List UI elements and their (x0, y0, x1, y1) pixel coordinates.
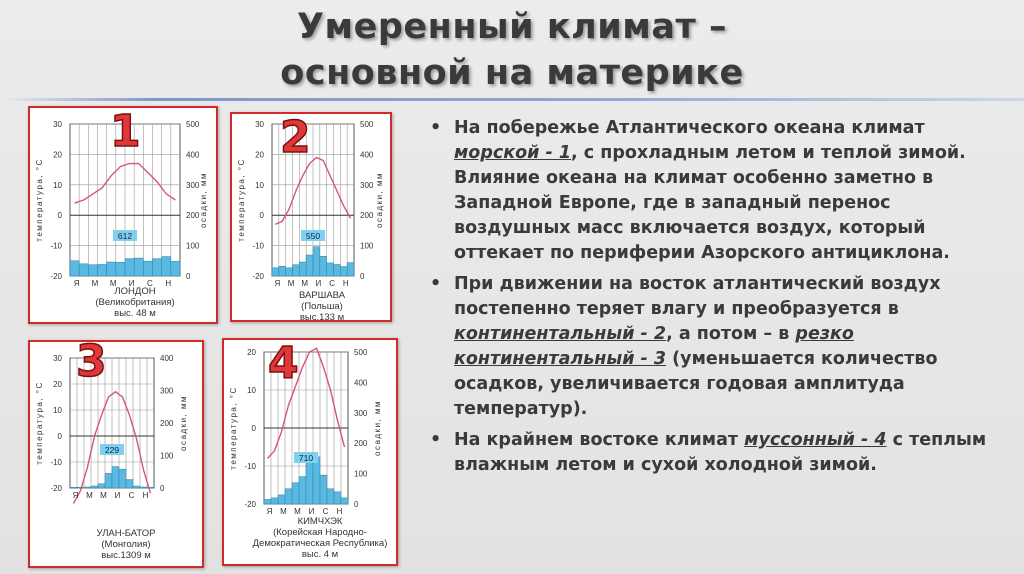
precip-tick-label: 300 (354, 408, 368, 418)
precip-tick-label: 300 (186, 180, 200, 190)
climatogram-4 (224, 340, 396, 518)
precip-bar (134, 258, 143, 276)
climate-chart-panel-1 (28, 106, 218, 324)
precip-tick-label: 300 (360, 180, 374, 190)
altitude: выс.1309 м (101, 550, 151, 561)
precip-bar (91, 486, 98, 488)
precip-tick-label: 200 (186, 211, 200, 221)
precip-bar (88, 265, 97, 276)
bullet-dot: • (430, 274, 442, 294)
bullet-1 (424, 116, 1004, 266)
precip-bar (84, 487, 91, 488)
month-tick-label: М (100, 491, 107, 500)
chart-number-3: 3 (76, 336, 107, 387)
precip-tick-label: 100 (360, 241, 374, 251)
precip-bar (98, 264, 107, 276)
temp-tick-label: -20 (244, 500, 256, 509)
precip-bar (140, 487, 147, 488)
precip-tick-label: 0 (354, 500, 359, 509)
temperature-axis-label: температура, °С (237, 158, 246, 242)
temp-tick-label: -10 (252, 241, 264, 251)
precipitation-axis-label: осадки, мм (179, 395, 188, 451)
precip-bar (107, 262, 116, 276)
temp-tick-label: 10 (255, 180, 264, 190)
precip-bar (327, 263, 334, 276)
precip-tick-label: 0 (186, 272, 191, 281)
precip-total-label: 612 (117, 231, 133, 241)
precip-bar (278, 495, 285, 504)
description-text (424, 116, 1004, 484)
temp-tick-label: 20 (247, 348, 256, 357)
precip-bar (341, 498, 348, 504)
precip-tick-label: 0 (360, 272, 365, 281)
month-tick-label: Н (336, 507, 343, 516)
bullet-2-text: При движении на восток атлантический воздух постепенно теряет влагу и преобразуется в (454, 274, 941, 319)
temp-tick-label: -20 (50, 484, 62, 493)
chart-caption-3 (66, 528, 186, 561)
precip-bar (162, 257, 171, 276)
month-tick-label: М (287, 279, 295, 288)
month-tick-label: М (86, 491, 93, 500)
precip-bar (272, 268, 279, 276)
bullet-3-text: На крайнем востоке климат (454, 430, 745, 450)
precip-bar (153, 259, 162, 276)
bullet-2-text-3: (уменьшается количество осадков, увеличивается годовая амплитуда температур). (454, 349, 938, 419)
precip-tick-label: 500 (360, 120, 374, 129)
title-underline (0, 98, 1024, 101)
precip-tick-label: 500 (354, 348, 368, 357)
precip-bar (320, 475, 327, 504)
month-tick-label: М (301, 279, 309, 288)
temp-tick-label: 0 (57, 211, 62, 221)
country-name-2: Демократическая Республика) (252, 538, 388, 549)
temp-tick-label: -20 (50, 272, 62, 281)
month-tick-label: С (147, 279, 153, 288)
altitude: выс. 4 м (301, 549, 339, 560)
bullet-1-text: На побережье Атлантического океана климат (454, 118, 925, 138)
climate-chart-panel-2 (230, 112, 392, 322)
precip-tick-label: 100 (160, 451, 174, 461)
city-name: ВАРШАВА (298, 290, 346, 301)
altitude: выс. 48 м (114, 308, 156, 319)
city-name: ЛОНДОН (114, 286, 156, 297)
precip-total-label: 229 (104, 445, 120, 455)
climatogram-2 (232, 114, 390, 290)
temp-tick-label: -10 (50, 241, 62, 251)
precip-bar (116, 262, 125, 276)
temp-tick-label: 10 (53, 406, 62, 415)
temp-tick-label: 30 (255, 120, 264, 129)
precip-bar (105, 473, 112, 488)
slide-title (0, 4, 1024, 96)
temp-tick-label: 30 (53, 120, 62, 129)
precip-bar (70, 487, 77, 488)
temperature-axis-label: температура, °С (229, 386, 238, 470)
bullet-2-text-2: , а потом – в (666, 324, 796, 344)
temp-tick-label: 0 (251, 424, 256, 433)
month-tick-label: И (128, 279, 135, 288)
precip-tick-label: 300 (160, 386, 174, 396)
precipitation-axis-label: осадки, мм (373, 400, 382, 456)
precip-bar (299, 262, 306, 276)
temp-tick-label: 0 (259, 211, 264, 221)
precip-bar (313, 247, 320, 276)
precip-total-label: 710 (298, 453, 314, 463)
title-line-2: основной на материке (280, 53, 744, 93)
precip-total-label: 550 (305, 231, 321, 241)
term-marine: морской - 1 (454, 143, 572, 163)
precip-tick-label: 400 (160, 354, 174, 363)
chart-number-4: 4 (268, 338, 299, 389)
month-tick-label: Я (73, 279, 80, 288)
precip-bar (112, 467, 119, 488)
term-continental: континентальный - 2 (454, 324, 667, 344)
chart-number-1: 1 (110, 106, 141, 157)
chart-caption-4 (248, 516, 392, 560)
bullet-dot: • (430, 118, 442, 138)
month-tick-label: М (280, 507, 287, 516)
precipitation-axis-label: осадки, мм (375, 172, 384, 228)
precip-bar (334, 264, 341, 276)
precip-bar (79, 264, 88, 276)
climate-chart-panel-3 (28, 336, 204, 568)
city-name: УЛАН-БАТОР (96, 528, 156, 539)
month-tick-label: Н (165, 279, 172, 288)
precip-bar (279, 266, 286, 276)
precip-bar (133, 486, 140, 488)
temp-tick-label: 10 (53, 180, 62, 190)
precip-bar (171, 261, 180, 276)
precip-bar (327, 489, 334, 504)
term-sharply-continental: резко континентальный - 3 (454, 324, 854, 369)
temp-tick-label: -10 (244, 462, 256, 471)
precip-bar (334, 492, 341, 504)
precip-tick-label: 100 (186, 241, 200, 251)
precip-bar (292, 483, 299, 504)
precip-bar (119, 469, 126, 488)
month-tick-label: М (91, 279, 99, 288)
temp-tick-label: 20 (255, 150, 264, 160)
temp-tick-label: -20 (252, 272, 264, 281)
bullet-3-text-2: с теплым влажным летом и сухой холодной зимой. (454, 430, 987, 475)
title-line-1: Умеренный климат – (297, 7, 727, 47)
country-name: (Монголия) (101, 539, 151, 550)
temp-tick-label: 10 (247, 386, 256, 395)
precip-bar (77, 487, 84, 488)
temperature-axis-label: температура, °С (35, 158, 44, 242)
precip-bar (98, 484, 105, 488)
month-tick-label: Я (266, 507, 273, 516)
temp-tick-label: 20 (53, 150, 62, 160)
precip-tick-label: 200 (360, 211, 374, 221)
month-tick-label: С (128, 491, 135, 500)
precip-bar (126, 480, 133, 488)
precip-tick-label: 100 (354, 469, 368, 479)
precipitation-axis-label: осадки, мм (199, 172, 208, 228)
country-name: (Корейская Народно- (273, 527, 367, 538)
precip-bar (293, 265, 300, 276)
month-tick-label: Н (342, 279, 349, 288)
precip-tick-label: 200 (354, 439, 368, 449)
precip-bar (286, 268, 293, 276)
month-tick-label: С (322, 507, 329, 516)
month-tick-label: И (308, 507, 315, 516)
precip-tick-label: 0 (160, 484, 165, 493)
precip-bar (285, 489, 292, 504)
bullet-1-text-2: , с прохладным летом и теплой зимой. Влияние океана на климат особенно заметно в Западной Европе, где в западный перенос воздушных масс включается воздух, который оттекает по периферии Азорского антициклона. (454, 143, 966, 263)
country-name: (Польша) (301, 301, 343, 312)
climate-chart-panel-4 (222, 338, 398, 566)
precip-bar (306, 255, 313, 276)
month-tick-label: И (114, 491, 121, 500)
term-monsoon: муссонный - 4 (744, 430, 887, 450)
bullet-dot: • (430, 430, 442, 450)
temp-tick-label: 0 (57, 432, 62, 441)
precip-bar (70, 261, 79, 276)
month-tick-label: М (294, 507, 301, 516)
precip-tick-label: 400 (360, 150, 374, 160)
month-tick-label: Я (72, 491, 79, 500)
precip-bar (271, 498, 278, 504)
precip-tick-label: 400 (354, 378, 368, 388)
city-name: КИМЧХЭК (297, 516, 343, 527)
chart-number-2: 2 (280, 112, 311, 163)
bullet-3 (424, 428, 1004, 478)
precip-tick-label: 200 (160, 419, 174, 428)
precip-bar (320, 256, 327, 276)
chart-caption-1 (70, 286, 200, 319)
altitude: выс.133 м (299, 312, 345, 323)
precip-tick-label: 400 (186, 150, 200, 160)
precip-bar (125, 259, 134, 276)
precip-bar (347, 263, 354, 276)
chart-caption-2 (262, 290, 382, 323)
month-tick-label: И (315, 279, 322, 288)
temperature-axis-label: температура, °С (35, 381, 44, 465)
month-tick-label: Н (142, 491, 149, 500)
bullet-2 (424, 272, 1004, 422)
country-name: (Великобритания) (95, 297, 175, 308)
month-tick-label: Я (274, 279, 281, 288)
precip-bar (313, 457, 320, 504)
temp-tick-label: 20 (53, 380, 62, 389)
precip-bar (143, 261, 152, 276)
temp-tick-label: -10 (50, 458, 62, 467)
month-tick-label: С (329, 279, 335, 288)
month-tick-label: М (109, 279, 117, 288)
precip-bar (264, 499, 271, 504)
temp-tick-label: 30 (53, 354, 62, 363)
precip-bar (340, 267, 347, 276)
climatogram-3 (30, 336, 202, 522)
precip-bar (299, 477, 306, 504)
precip-tick-label: 500 (186, 120, 200, 129)
